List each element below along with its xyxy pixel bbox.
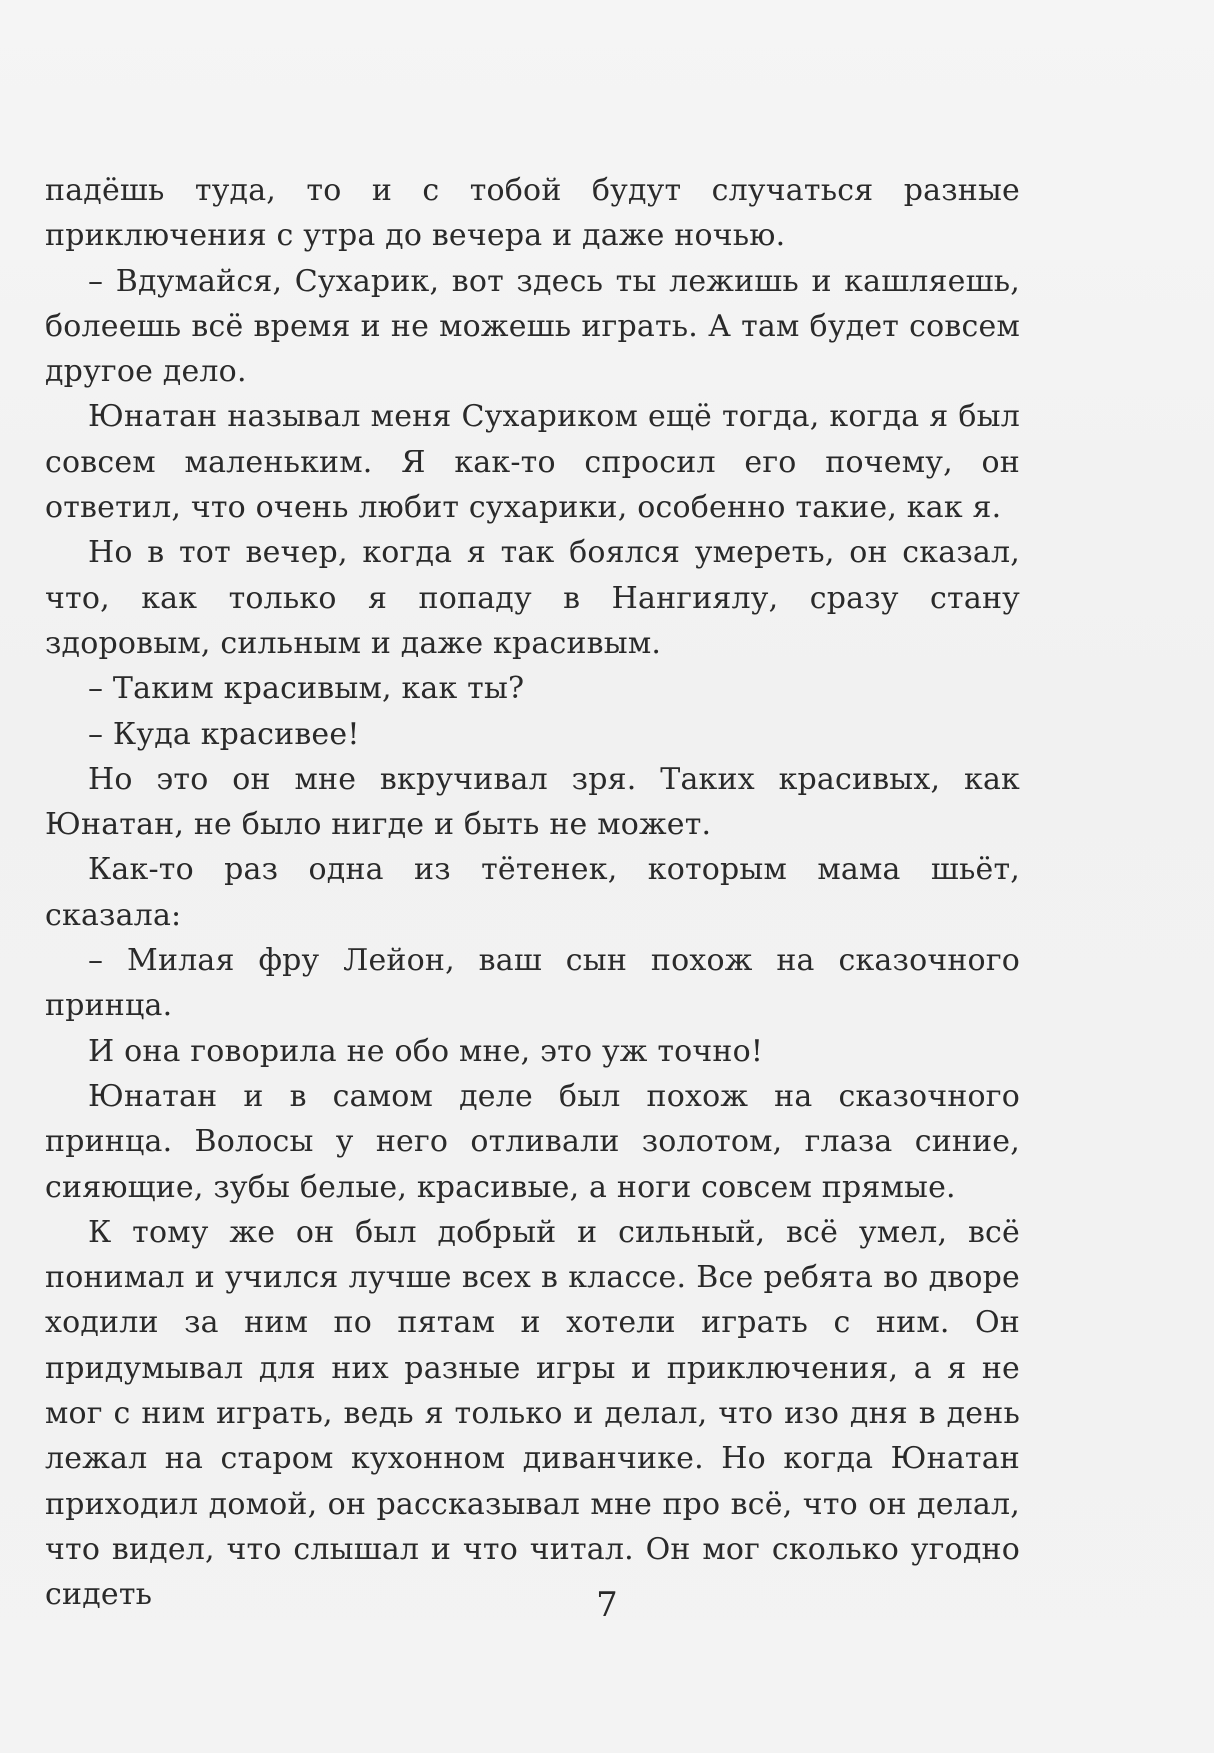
- paragraph-1: падёшь туда, то и с тобой будут случаться разные приключения с утра до вечера и даже ночью.: [45, 173, 1020, 254]
- paragraph-9: – Милая фру Лейон, ваш сын похож на сказочного принца.: [45, 943, 1020, 1024]
- paragraph-10: И она говорила не обо мне, это уж точно!: [88, 1033, 764, 1069]
- page-number: 7: [596, 1585, 618, 1625]
- paragraph-3: Юнатан называл меня Сухариком ещё тогда, когда я был совсем маленьким. Я как-то спросил его почему, он ответил, что очень любит сухарики, особенно такие, как я.: [45, 399, 1020, 526]
- paragraph-8: Как-то раз одна из тётенек, которым мама шьёт, сказала:: [45, 852, 1020, 933]
- paragraph-2: – Вдумайся, Сухарик, вот здесь ты лежишь и кашляешь, болеешь всё время и не можешь играть. А там будет совсем другое дело.: [45, 263, 1020, 390]
- paragraph-4: Но в тот вечер, когда я так боялся умереть, он сказал, что, как только я попаду в Нангиялу, сразу стану здоровым, сильным и даже красивым.: [45, 535, 1020, 661]
- paragraph-6: – Куда красивее!: [88, 716, 360, 752]
- page-text: [45, 168, 1020, 1618]
- paragraph-5: – Таким красивым, как ты?: [88, 671, 525, 707]
- paragraph-11: Юнатан и в самом деле был похож на сказочного принца. Волосы у него отливали золотом, глаза синие, сияющие, зубы белые, красивые, а ноги совсем прямые.: [45, 1078, 1020, 1205]
- paragraph-7: Но это он мне вкручивал зря. Таких красивых, как Юнатан, не было нигде и быть не может.: [45, 761, 1020, 843]
- paragraph-12: К тому же он был добрый и сильный, всё умел, всё понимал и учился лучше всех в классе. Все ребята во дворе ходили за ним по пятам и хотели играть с ним. Он придумывал для них разные игры и приключения, а я не мог с ним играть, ведь я только и делал, что изо дня в день лежал на старом кухонном диванчике. Но когда Юнатан приходил домой, он рассказывал мне про всё, что он делал, что видел, что слышал и что читал. Он мог сколько угодно сидеть: [45, 1214, 1020, 1613]
